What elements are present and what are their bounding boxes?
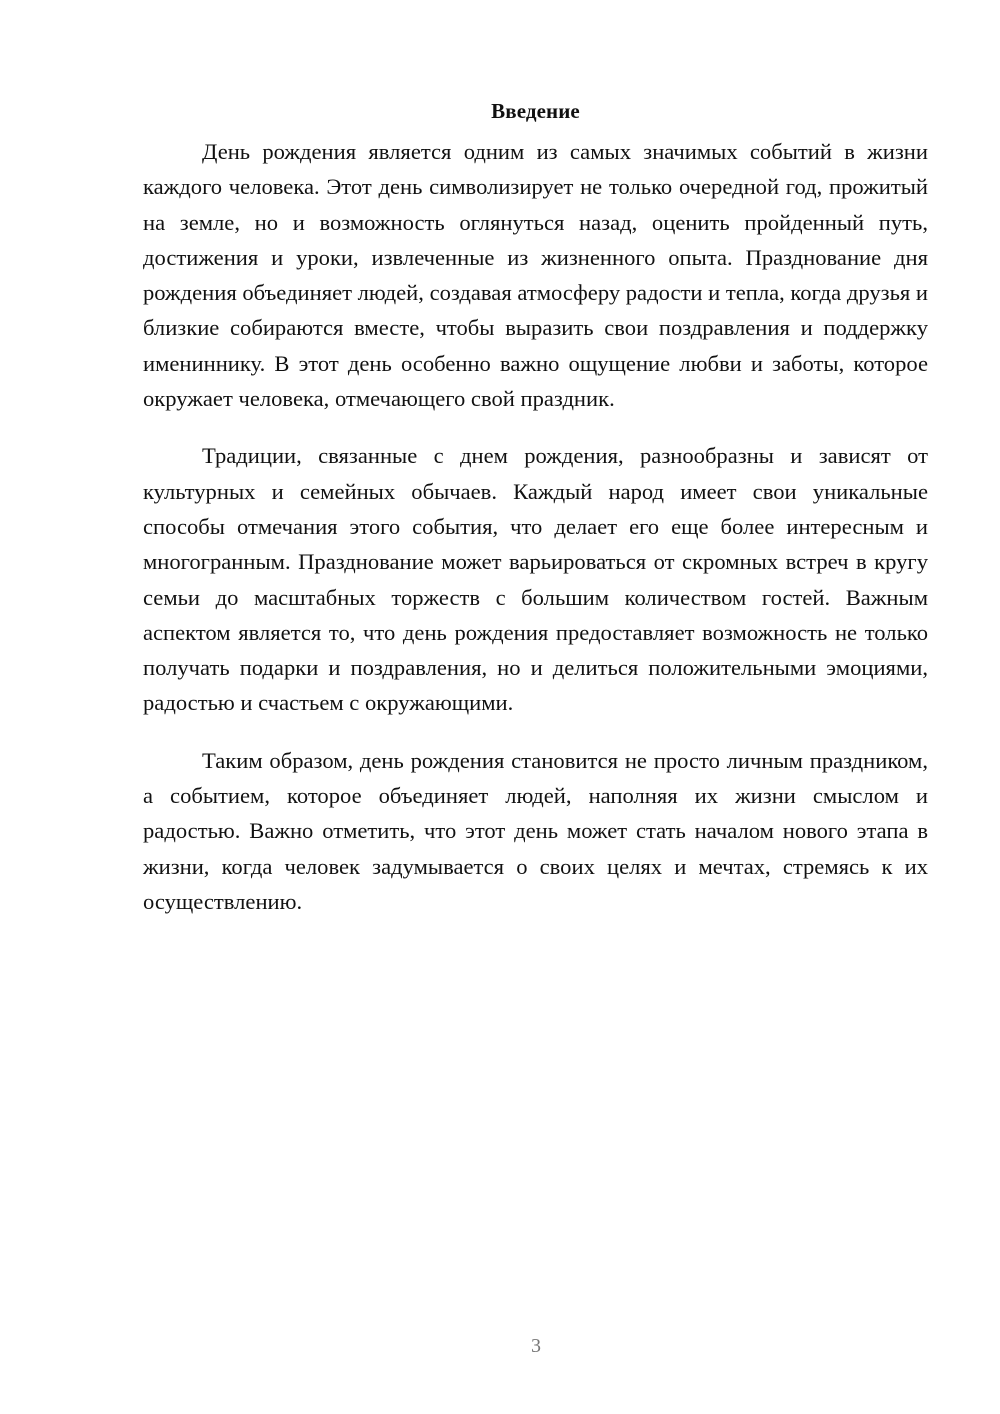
document-body bbox=[143, 94, 928, 919]
page-number: 3 bbox=[531, 1335, 541, 1357]
section-heading: Введение bbox=[491, 99, 580, 123]
paragraph-1: День рождения является одним из самых значимых событий в жизни каждого человека. Этот день символизирует не только очередной год, прожитый на земле, но и возможность оглянуться назад, оценить пройденный путь, достижения и уроки, извлеченные из жизненного опыта. Празднование дня рождения объединяет людей, создавая атмосферу радости и тепла, когда друзья и близкие собираются вместе, чтобы выразить свои поздравления и поддержку имениннику. В этот день особенно важно ощущение любви и заботы, которое окружает человека, отмечающего свой праздник. bbox=[143, 139, 929, 412]
paragraph-3: Таким образом, день рождения становится не просто личным праздником, а событием, которое объединяет людей, наполняя их жизни смыслом и радостью. Важно отметить, что этот день может стать началом нового этапа в жизни, когда человек задумывается о своих целях и мечтах, стремясь к их осуществлению. bbox=[143, 747, 928, 914]
paragraph-2: Традиции, связанные с днем рождения, разнообразны и зависят от культурных и семейных обычаев. Каждый народ имеет свои уникальные способы отмечания этого события, что делает его еще более интересным и многогранным. Празднование может варьироваться от скромных встреч в кругу семьи до масштабных торжеств с большим количеством гостей. Важным аспектом является то, что день рождения предоставляет возможность не только получать подарки и поздравления, но и делиться положительными эмоциями, радостью и счастьем с окружающими. bbox=[143, 443, 928, 716]
